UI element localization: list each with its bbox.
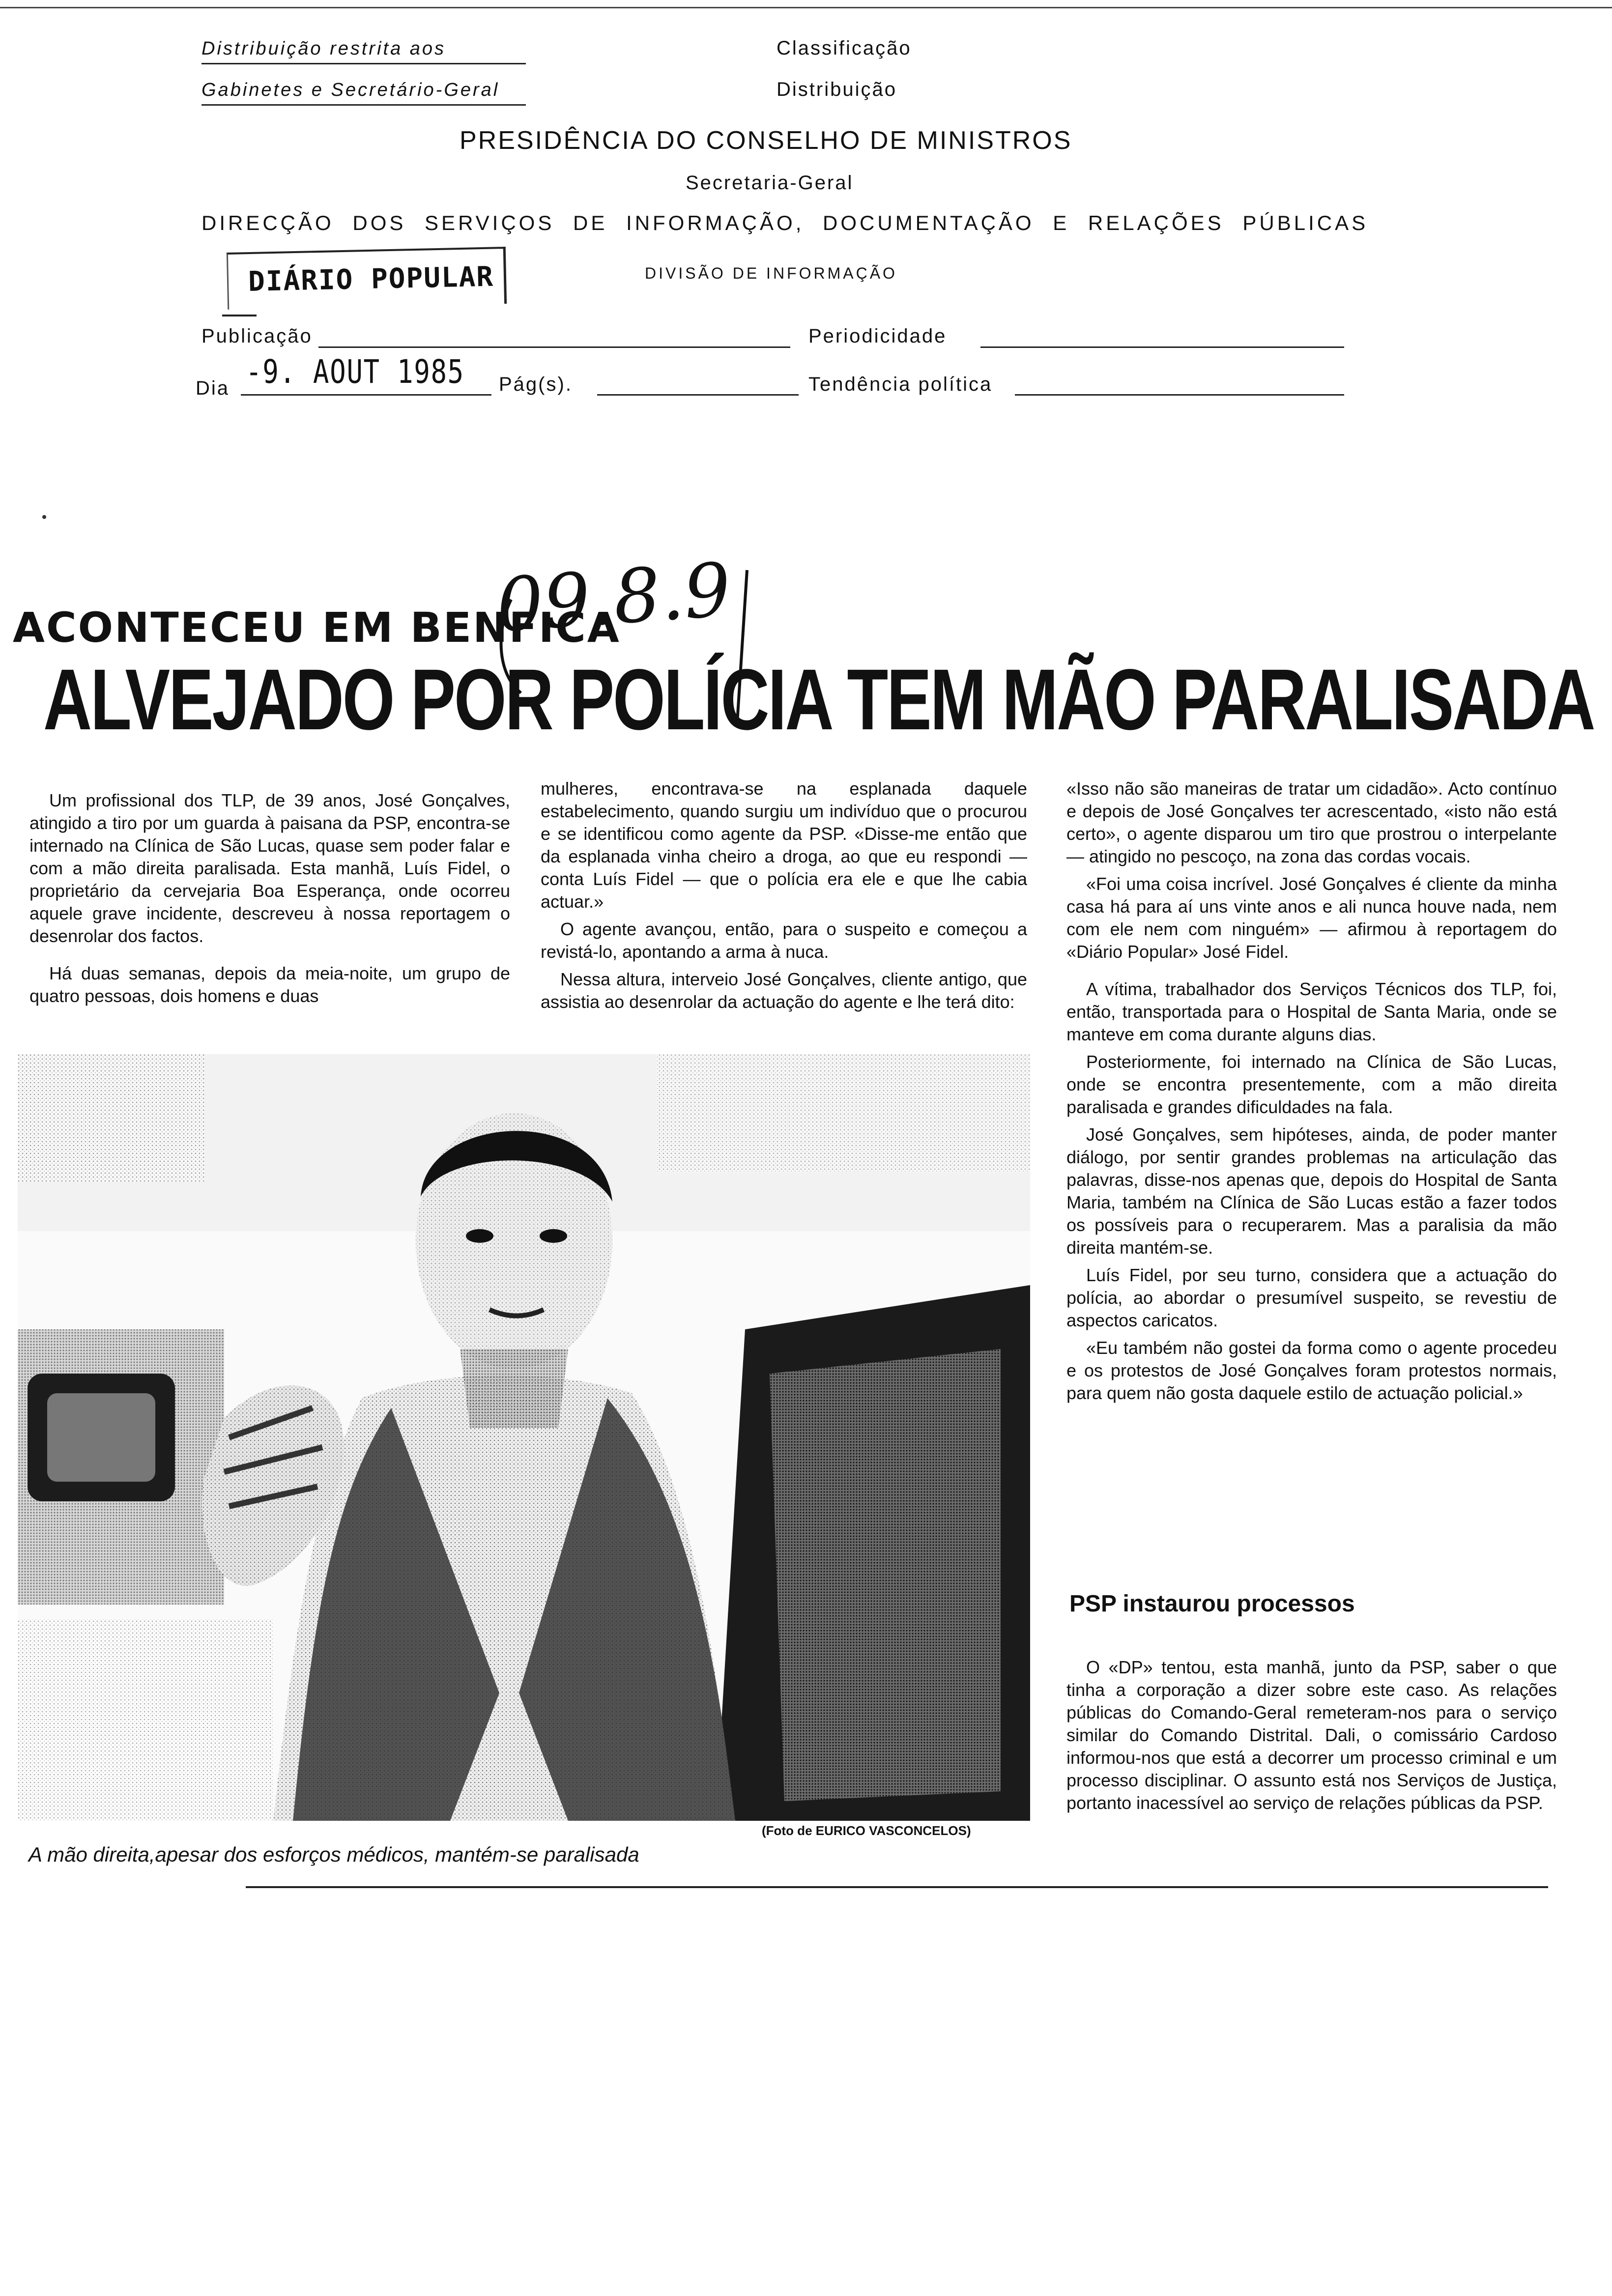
- distribuicao-label: Distribuição: [777, 79, 897, 100]
- handwritten-date-note: 09.8.9: [493, 547, 734, 649]
- pags-line: [597, 394, 799, 396]
- col3-paragraph-3: A vítima, trabalhador dos Serviços Técnicos dos TLP, foi, então, transportada para o Hospital de Santa Maria, onde se manteve em coma durante alguns dias.: [1066, 979, 1557, 1044]
- col3b-paragraph-1: O «DP» tentou, esta manhã, junto da PSP, saber o que tinha a corporação a dizer sobre este caso. As relações públicas do Comando-Geral remeteram-nos para o serviço similar do Comando Distrital. Dali, o comissário Cardoso informou-nos que está a decorrer um processo criminal e um processo disciplinar. O assunto está nos Serviços de Justiça, portanto inacessível ao serviço de relações públicas da PSP.: [1066, 1657, 1557, 1813]
- divisao-label: DIVISÃO DE INFORMAÇÃO: [645, 264, 897, 282]
- photo-image: [18, 1054, 1030, 1821]
- publicacao-line: [318, 346, 790, 348]
- restricted-line-2: Gabinetes e Secretário-Geral: [202, 80, 500, 100]
- speck: [42, 515, 46, 519]
- photo-credit: (Foto de EURICO VASCONCELOS): [762, 1823, 971, 1838]
- col3-paragraph-1: «Isso não são maneiras de tratar um cidadão». Acto contínuo e depois de José Gonçalves ter acrescentado, «isto não está certo», o agente disparou um tiro que prostrou o interpelante — atingido no pescoço, na zona das cordas vocais.: [1066, 778, 1557, 866]
- column-3-section: [1066, 1656, 1557, 1819]
- article-kicker: ACONTECEU EM BENFICA: [13, 603, 621, 652]
- stamp-tick: [222, 315, 257, 316]
- col2-paragraph-3: Nessa altura, interveio José Gonçalves, cliente antigo, que assistia ao desenrolar da actuação do agente e lhe terá dito:: [541, 969, 1027, 1012]
- column-1: [29, 789, 510, 1012]
- article-photo: [18, 1054, 1030, 1821]
- dia-value: -9. AOUT 1985: [246, 353, 464, 391]
- restricted-underline-1: [202, 63, 526, 64]
- handwritten-strokes: [482, 560, 826, 727]
- col1-paragraph-1: Um profissional dos TLP, de 39 anos, José Gonçalves, atingido a tiro por um guarda à paisana da PSP, encontra-se internado na Clínica de São Lucas, quase sem poder falar e com a mão direita paralisada. Esta manhã, Luís Fidel, o proprietário da cervejaria Boa Esperança, onde ocorreu aquele grave incidente, descreveu à nossa reportagem o desenrolar dos factos.: [29, 790, 510, 946]
- col2-paragraph-1: mulheres, encontrava-se na esplanada daquele estabelecimento, quando surgiu um indivíduo que o procurou e se identificou como agente da PSP. «Disse-me então que da esplanada vinha cheiro a droga, ao que eu respondi — conta Luís Fidel — que o polícia era ele e que lhe cabia actuar.»: [541, 778, 1027, 912]
- col3-paragraph-7: «Eu também não gostei da forma como o agente procedeu e os protestos de José Gonçalves foram protestos normais, para quem não gosta daquele estilo de actuação policial.»: [1066, 1338, 1557, 1403]
- direccao-line: DIRECÇÃO DOS SERVIÇOS DE INFORMAÇÃO, DOCUMENTAÇÃO E RELAÇÕES PÚBLICAS: [202, 211, 1369, 234]
- tendencia-label: Tendência política: [808, 373, 993, 395]
- restricted-underline-2: [202, 104, 526, 106]
- column-3: [1066, 777, 1557, 1409]
- classificacao-label: Classificação: [777, 37, 912, 59]
- section-subhead: PSP instaurou processos: [1069, 1591, 1355, 1617]
- column-2: [541, 777, 1027, 1018]
- col3-paragraph-4: Posteriormente, foi internado na Clínica de São Lucas, onde se encontra presentemente, com a mão direita paralisada e grandes dificuldades na fala.: [1066, 1052, 1557, 1117]
- publicacao-label: Publicação: [202, 325, 313, 347]
- dia-label: Dia: [196, 377, 230, 399]
- periodicidade-label: Periodicidade: [808, 325, 947, 347]
- restricted-line-1: Distribuição restrita aos: [202, 38, 446, 59]
- col3-paragraph-5: José Gonçalves, sem hipóteses, ainda, de poder manter diálogo, por sentir grandes problemas na articulação das palavras, disse-nos apenas que, depois do Hospital de Santa Maria, também na Clínica de São Lucas estão a fazer todos os possíveis para o recuperarem. Mas a paralisia da mão direita mantém-se.: [1066, 1124, 1557, 1258]
- photo-caption: A mão direita,apesar dos esforços médicos, mantém-se paralisada: [29, 1843, 639, 1866]
- article-headline: ALVEJADO POR POLÍCIA TEM MÃO PARALISADA: [43, 652, 1594, 748]
- pags-label: Pág(s).: [499, 373, 573, 395]
- publication-stamp: [227, 247, 507, 310]
- periodicidade-line: [980, 346, 1344, 348]
- stamp-text: DIÁRIO POPULAR: [248, 260, 494, 298]
- col1-paragraph-2: Há duas semanas, depois da meia-noite, um grupo de quatro pessoas, dois homens e duas: [29, 963, 510, 1006]
- presidencia-title: PRESIDÊNCIA DO CONSELHO DE MINISTROS: [460, 126, 1072, 155]
- bottom-rule: [246, 1886, 1548, 1888]
- dia-line: [241, 394, 491, 396]
- col3-paragraph-2: «Foi uma coisa incrível. José Gonçalves é cliente da minha casa há para aí uns vinte anos e ali nunca houve nada, nem com ele nem com ninguém» — afirmou à reportagem do «Diário Popular» José Fidel.: [1066, 874, 1557, 962]
- col3-paragraph-6: Luís Fidel, por seu turno, considera que a actuação do polícia, ao abordar o presumível suspeito, se revestiu de aspectos caricatos.: [1066, 1265, 1557, 1330]
- tendencia-line: [1015, 394, 1344, 396]
- top-edge-rule: [0, 7, 1612, 8]
- col2-paragraph-2: O agente avançou, então, para o suspeito e começou a revistá-lo, apontando a arma à nuca.: [541, 919, 1027, 962]
- secretaria-geral: Secretaria-Geral: [686, 172, 854, 194]
